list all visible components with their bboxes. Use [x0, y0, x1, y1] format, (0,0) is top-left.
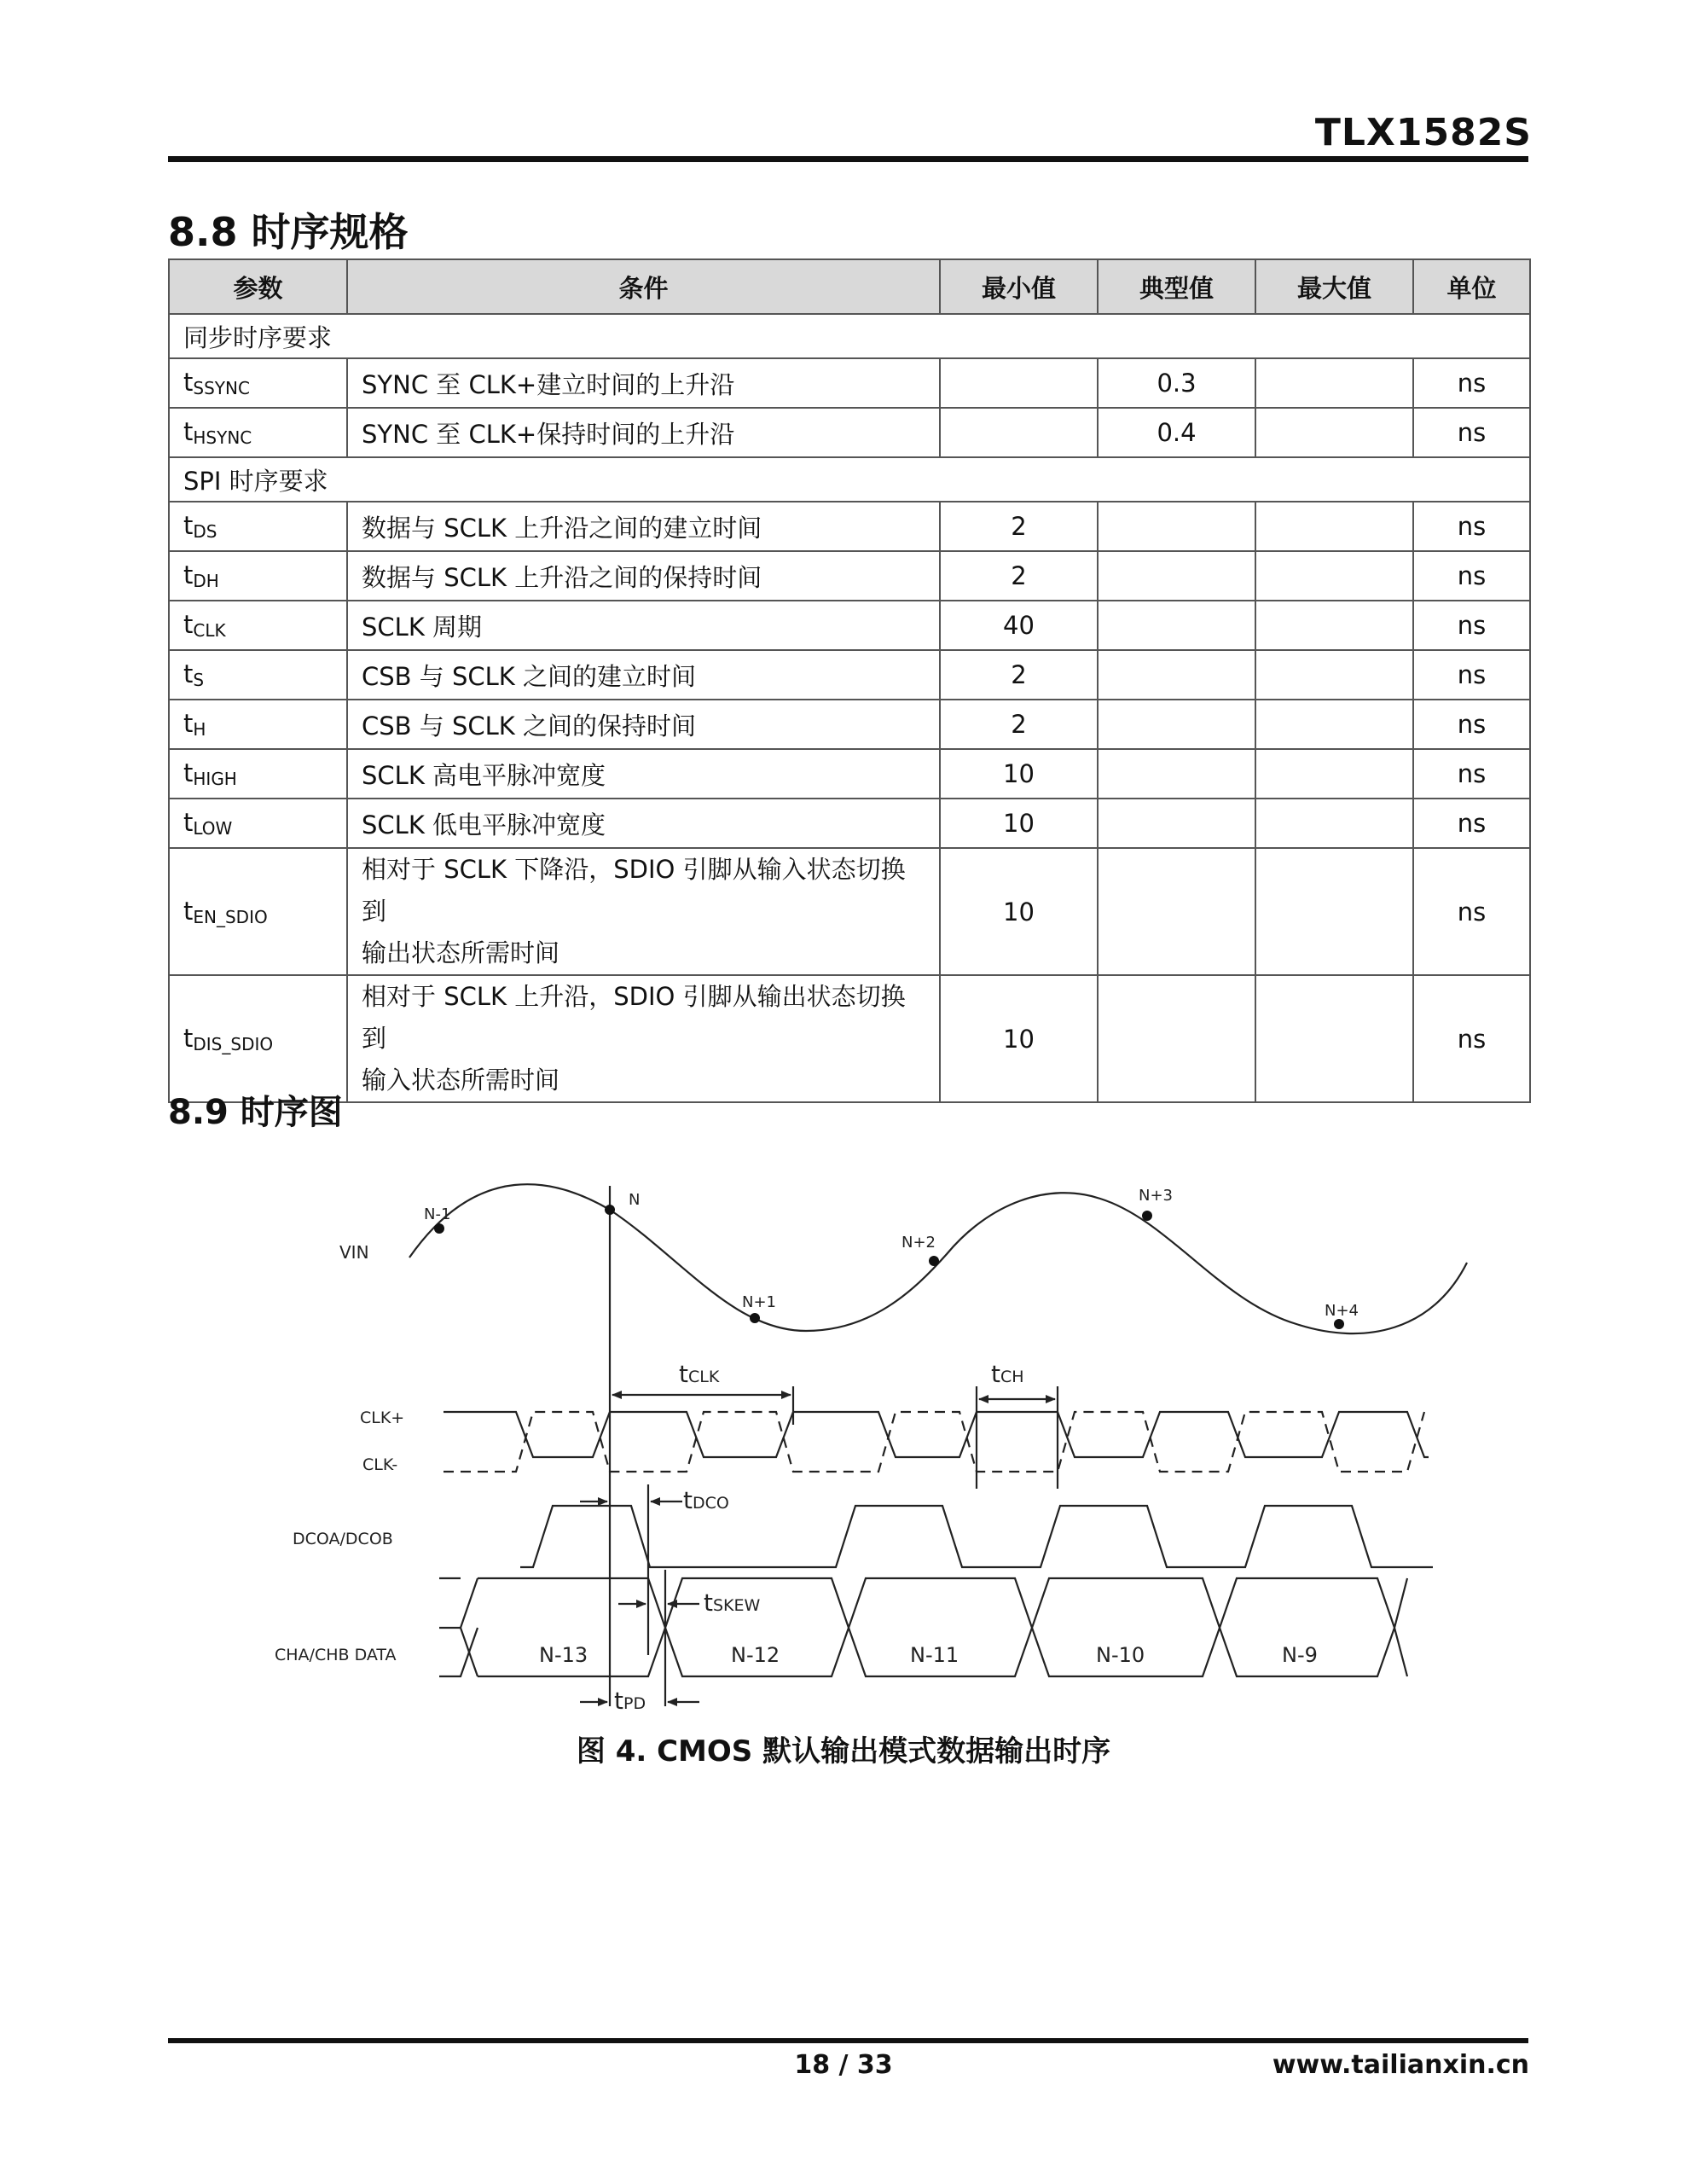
sample-dot-n: [605, 1205, 615, 1215]
group-label-spi: SPI 时序要求: [169, 457, 1530, 502]
label-tclk: tCLK: [679, 1360, 720, 1388]
signal-label-vin: VIN: [339, 1242, 369, 1263]
sample-dot-n-plus-4: [1334, 1319, 1344, 1329]
typ-cell: 0.3: [1098, 358, 1255, 408]
param-cell: tEN_SDIO: [169, 848, 347, 975]
unit-cell: ns: [1413, 975, 1530, 1102]
col-header-typ: 典型值: [1098, 259, 1255, 314]
section-heading-timing-spec: 8.8 时序规格: [168, 209, 409, 255]
label-tpd: tPD: [614, 1687, 646, 1715]
condition-cell: SCLK 周期: [347, 601, 940, 650]
unit-cell: ns: [1413, 358, 1530, 408]
signal-label-dco: DCOA/DCOB: [293, 1530, 393, 1548]
col-header-param: 参数: [169, 259, 347, 314]
param-cell: tDIS_SDIO: [169, 975, 347, 1102]
min-cell: 2: [940, 700, 1098, 749]
sample-label-n-plus-1: N+1: [742, 1293, 776, 1311]
figure-caption: 图 4. CMOS 默认输出模式数据输出时序: [576, 1734, 1111, 1769]
data-word: N-12: [731, 1643, 780, 1667]
sample-dot-n-minus-1: [434, 1223, 444, 1234]
min-cell: 2: [940, 551, 1098, 601]
unit-cell: ns: [1413, 601, 1530, 650]
col-header-min: 最小值: [940, 259, 1098, 314]
website-link[interactable]: www.tailianxin.cn: [1272, 2050, 1529, 2080]
condition-cell: 相对于 SCLK 下降沿，SDIO 引脚从输入状态切换到 输出状态所需时间: [347, 848, 940, 975]
unit-cell: ns: [1413, 408, 1530, 457]
min-cell: 10: [940, 848, 1098, 975]
signal-label-clk-plus: CLK+: [360, 1409, 405, 1427]
unit-cell: ns: [1413, 502, 1530, 551]
param-cell: tHIGH: [169, 749, 347, 799]
data-word: N-10: [1096, 1643, 1145, 1667]
signal-label-clk-minus: CLK-: [362, 1455, 398, 1474]
unit-cell: ns: [1413, 551, 1530, 601]
min-cell: 40: [940, 601, 1098, 650]
condition-cell: SCLK 低电平脉冲宽度: [347, 799, 940, 848]
group-label-sync: 同步时序要求: [169, 314, 1530, 358]
sample-label-n: N: [629, 1191, 641, 1209]
unit-cell: ns: [1413, 650, 1530, 700]
min-cell: 2: [940, 650, 1098, 700]
col-header-unit: 单位: [1413, 259, 1530, 314]
param-cell: tDH: [169, 551, 347, 601]
data-word: N-11: [910, 1643, 959, 1667]
sample-label-n-plus-3: N+3: [1139, 1187, 1173, 1205]
data-word: N-13: [539, 1643, 588, 1667]
condition-cell: 数据与 SCLK 上升沿之间的建立时间: [347, 502, 940, 551]
clk-minus-waveform: [443, 1412, 1424, 1472]
param-cell: tCLK: [169, 601, 347, 650]
label-tch: tCH: [991, 1360, 1024, 1388]
param-cell: tLOW: [169, 799, 347, 848]
section-heading-timing-diagram: 8.9 时序图: [168, 1093, 343, 1132]
sample-dot-n-plus-1: [750, 1313, 760, 1323]
col-header-condition: 条件: [347, 259, 940, 314]
unit-cell: ns: [1413, 799, 1530, 848]
label-tdco: tDCO: [683, 1486, 729, 1514]
condition-cell: CSB 与 SCLK 之间的保持时间: [347, 700, 940, 749]
min-cell: 2: [940, 502, 1098, 551]
signal-label-data: CHA/CHB DATA: [275, 1646, 397, 1664]
condition-cell: SYNC 至 CLK+保持时间的上升沿: [347, 408, 940, 457]
param-cell: tS: [169, 650, 347, 700]
param-cell: tSSYNC: [169, 358, 347, 408]
condition-cell: SYNC 至 CLK+建立时间的上升沿: [347, 358, 940, 408]
condition-cell: 数据与 SCLK 上升沿之间的保持时间: [347, 551, 940, 601]
min-cell: 10: [940, 749, 1098, 799]
unit-cell: ns: [1413, 749, 1530, 799]
unit-cell: ns: [1413, 848, 1530, 975]
condition-cell: SCLK 高电平脉冲宽度: [347, 749, 940, 799]
unit-cell: ns: [1413, 700, 1530, 749]
sample-dot-n-plus-2: [929, 1256, 939, 1266]
sample-label-n-plus-4: N+4: [1325, 1302, 1359, 1320]
dco-waveform: [520, 1506, 1433, 1567]
sample-dot-n-plus-3: [1142, 1211, 1152, 1221]
min-cell: 10: [940, 975, 1098, 1102]
clk-plus-waveform: [443, 1412, 1429, 1457]
sample-label-n-plus-2: N+2: [901, 1234, 936, 1252]
param-cell: tDS: [169, 502, 347, 551]
param-cell: tH: [169, 700, 347, 749]
condition-cell: CSB 与 SCLK 之间的建立时间: [347, 650, 940, 700]
footer-rule: [168, 2038, 1528, 2043]
data-word: N-9: [1282, 1643, 1318, 1667]
param-cell: tHSYNC: [169, 408, 347, 457]
col-header-max: 最大值: [1255, 259, 1413, 314]
data-bus-start: [439, 1628, 478, 1676]
page-number: 18 / 33: [794, 2050, 893, 2080]
document-title: TLX1582S: [1314, 111, 1532, 154]
condition-cell: 相对于 SCLK 上升沿，SDIO 引脚从输出状态切换到 输入状态所需时间: [347, 975, 940, 1102]
label-tskew: tSKEW: [704, 1589, 761, 1617]
sample-label-n-minus-1: N-1: [424, 1205, 451, 1223]
typ-cell: 0.4: [1098, 408, 1255, 457]
min-cell: 10: [940, 799, 1098, 848]
